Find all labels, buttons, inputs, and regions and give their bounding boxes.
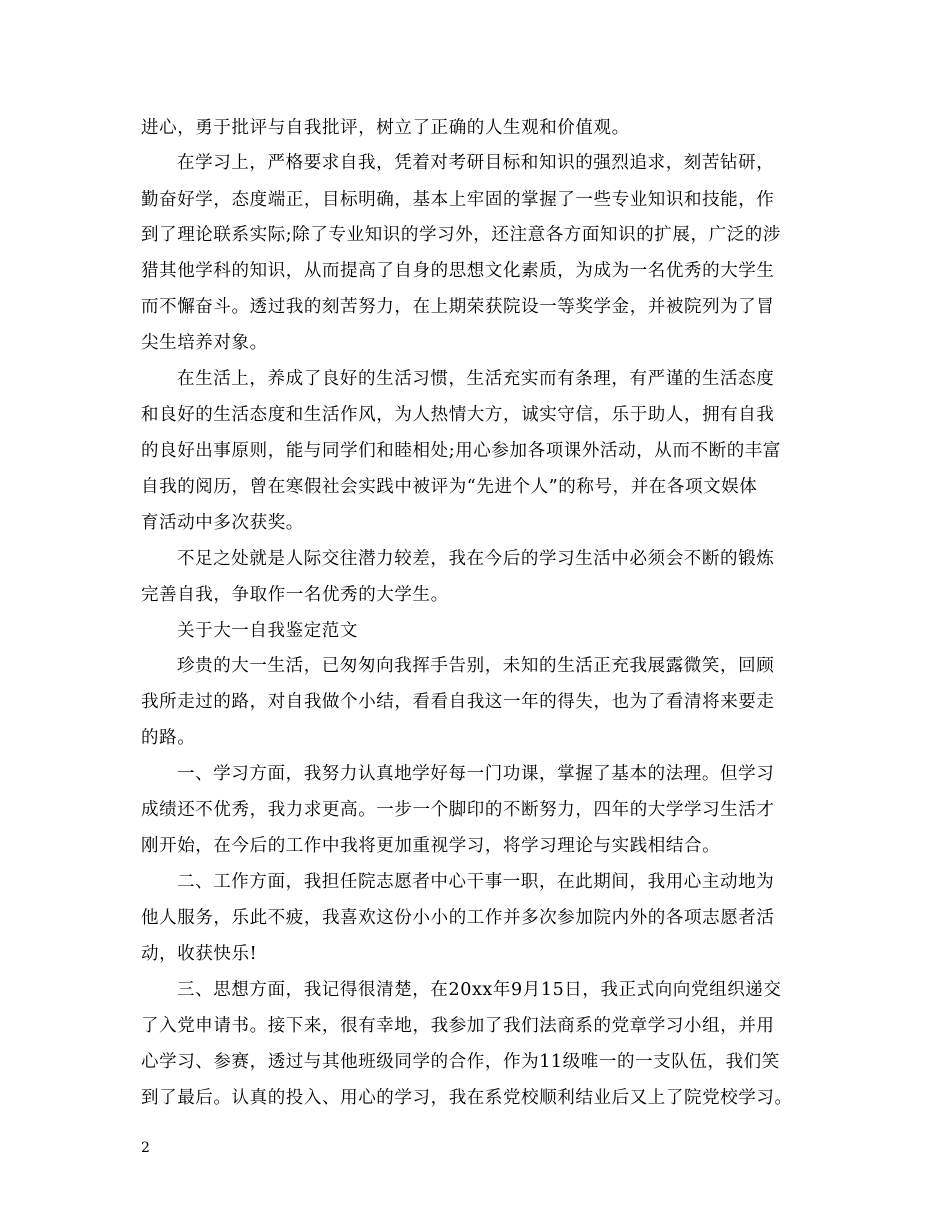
text-line: 育活动中多次获奖。 bbox=[141, 513, 304, 533]
text-line: 二、工作方面，我担任院志愿者中心干事一职，在此期间，我用心主动地为 bbox=[177, 872, 775, 892]
text-line: 到了最后。认真的投入、用心的学习，我在系党校顺利结业后又上了院党校学习。 bbox=[141, 1088, 793, 1108]
text-line: 心学习、参赛，透过与其他班级同学的合作，作为11级唯一的一支队伍，我们笑 bbox=[141, 1052, 780, 1072]
text-line: 进心，勇于批评与自我批评，树立了正确的人生观和价值观。 bbox=[141, 118, 630, 138]
text-line: 勤奋好学，态度端正，目标明确，基本上牢固的掌握了一些专业知识和技能，作 bbox=[141, 190, 775, 210]
text-line: 自我的阅历，曾在寒假社会实践中被评为“先进个人”的称号，并在各项文娱体 bbox=[141, 477, 758, 497]
text-line: 到了理论联系实际;除了专业知识的学习外，还注意各方面知识的扩展，广泛的涉 bbox=[141, 225, 781, 245]
text-line: 猎其他学科的知识，从而提高了自身的思想文化素质，为成为一名优秀的大学生 bbox=[141, 261, 775, 281]
text-line: 完善自我，争取作一名优秀的大学生。 bbox=[141, 585, 449, 605]
text-line: 在学习上，严格要求自我，凭着对考研目标和知识的强烈追求，刻苦钻研， bbox=[177, 153, 775, 173]
text-line: 关于大一自我鉴定范文 bbox=[177, 621, 358, 641]
text-line: 我所走过的路，对自我做个小结，看看自我这一年的得失，也为了看清将来要走 bbox=[141, 692, 775, 712]
text-line: 和良好的生活态度和生活作风，为人热情大方，诚实守信，乐于助人，拥有自我 bbox=[141, 405, 775, 425]
text-line: 了入党申请书。接下来，很有幸地，我参加了我们法商系的党章学习小组，并用 bbox=[141, 1016, 775, 1036]
page-number: 2 bbox=[141, 1140, 150, 1156]
text-line: 的良好出事原则，能与同学们和睦相处;用心参加各项课外活动，从而不断的丰富 bbox=[141, 441, 781, 461]
text-line: 他人服务，乐此不疲，我喜欢这份小小的工作并多次参加院内外的各项志愿者活 bbox=[141, 908, 775, 928]
text-line: 而不懈奋斗。透过我的刻苦努力，在上期荣获院设一等奖学金，并被院列为了冒 bbox=[141, 297, 775, 317]
text-line: 珍贵的大一生活，已匆匆向我挥手告别，未知的生活正充我展露微笑，回顾 bbox=[177, 656, 775, 676]
text-line: 在生活上，养成了良好的生活习惯，生活充实而有条理，有严谨的生活态度 bbox=[177, 369, 775, 389]
text-line: 三、思想方面，我记得很清楚，在20xx年9月15日，我正式向向党组织递交 bbox=[177, 980, 782, 1000]
text-line: 的路。 bbox=[141, 728, 196, 748]
text-line: 尖生培养对象。 bbox=[141, 333, 268, 353]
text-line: 刚开始，在今后的工作中我将更加重视学习，将学习理论与实践相结合。 bbox=[141, 836, 721, 856]
text-line: 成绩还不优秀，我力求更高。一步一个脚印的不断努力，四年的大学学习生活才 bbox=[141, 800, 775, 820]
text-line: 不足之处就是人际交往潜力较差，我在今后的学习生活中必须会不断的锻炼 bbox=[177, 549, 775, 569]
text-line: 一、学习方面，我努力认真地学好每一门功课，掌握了基本的法理。但学习 bbox=[177, 764, 775, 784]
text-line: 动，收获快乐! bbox=[141, 944, 258, 964]
